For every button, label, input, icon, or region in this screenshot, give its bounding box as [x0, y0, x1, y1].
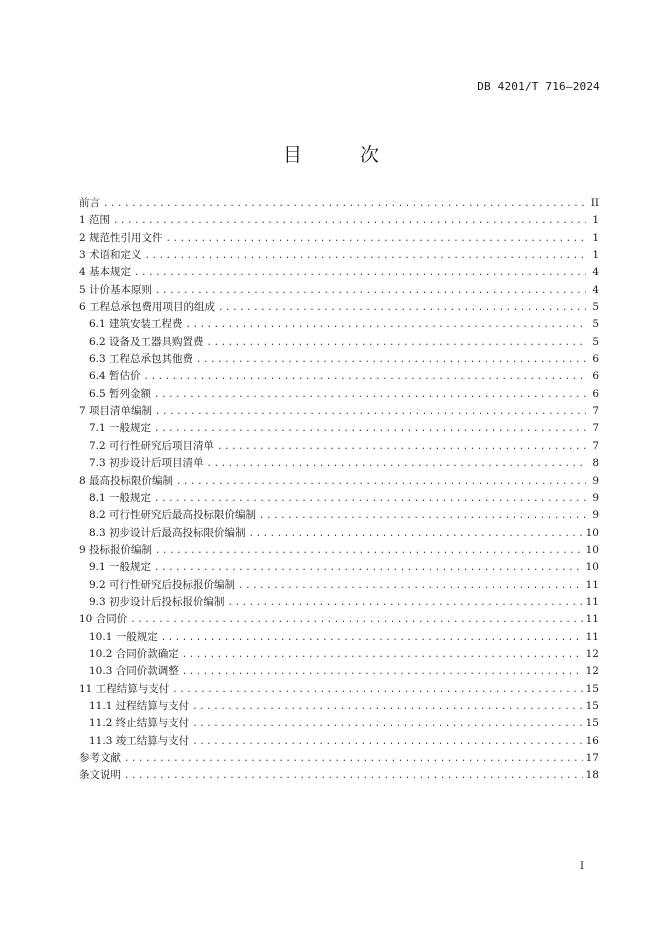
toc-entry-page: 12: [585, 647, 599, 660]
toc-entry-label: 6.2 设备及工器具购置费: [89, 335, 204, 348]
toc-entry-page: 6: [592, 353, 599, 366]
toc-leader-dots: [196, 355, 586, 365]
toc-entry-label: 7.2 可行性研究后项目清单: [89, 439, 215, 452]
toc-leader-dots: [144, 372, 586, 382]
toc-entry-page: 11: [585, 595, 599, 608]
toc-entry-label: 11 工程结算与支付: [79, 682, 170, 695]
table-of-contents: [79, 195, 599, 785]
toc-entry-page: 1: [592, 231, 599, 244]
toc-entry-label: 10.1 一般规定: [89, 630, 158, 643]
toc-entry[interactable]: [79, 368, 599, 385]
toc-leader-dots: [186, 320, 586, 330]
toc-entry-label: 10 合同价: [79, 613, 128, 626]
toc-entry-label: 7 项目清单编制: [79, 405, 153, 418]
toc-entry-page: 17: [585, 752, 599, 764]
toc-entry[interactable]: [79, 230, 599, 247]
toc-entry[interactable]: [79, 264, 599, 281]
toc-leader-dots: [238, 581, 583, 591]
toc-entry-page: 18: [585, 769, 599, 782]
toc-entry-label: 4 基本规定: [79, 266, 132, 279]
toc-entry-label: 参考文献: [79, 752, 121, 764]
toc-entry[interactable]: [79, 351, 599, 368]
toc-entry-label: 9.3 初步设计后投标报价编制: [89, 595, 225, 608]
toc-entry-page: 12: [585, 665, 599, 678]
toc-entry[interactable]: [79, 698, 599, 715]
toc-entry[interactable]: [79, 299, 599, 316]
toc-entry[interactable]: [79, 663, 599, 680]
toc-leader-dots: [217, 442, 586, 452]
toc-entry[interactable]: [79, 195, 599, 212]
toc-leader-dots: [154, 390, 586, 400]
toc-entry-label: 前言: [79, 197, 100, 209]
toc-entry-page: 15: [585, 699, 599, 712]
toc-leader-dots: [103, 199, 586, 209]
toc-leader-dots: [124, 754, 583, 764]
toc-leader-dots: [172, 685, 582, 695]
toc-leader-dots: [166, 234, 586, 244]
toc-leader-dots: [249, 529, 583, 539]
toc-entry[interactable]: [79, 247, 599, 264]
toc-entry[interactable]: [79, 629, 599, 646]
toc-entry-label: 条文说明: [79, 769, 121, 782]
toc-leader-dots: [176, 477, 586, 487]
toc-entry-label: 6 工程总承包费用项目的组成: [79, 301, 216, 314]
toc-entry-label: 6.5 暂列金额: [89, 387, 152, 400]
page-title: 目 次: [282, 144, 406, 166]
toc-entry[interactable]: [79, 438, 599, 455]
toc-entry-label: 8.2 可行性研究后最高投标限价编制: [89, 509, 257, 522]
toc-leader-dots: [207, 338, 586, 348]
toc-entry-page: 10: [585, 543, 599, 556]
toc-entry[interactable]: [79, 316, 599, 333]
toc-entry-label: 8.3 初步设计后最高投标限价编制: [89, 526, 246, 539]
toc-entry[interactable]: [79, 542, 599, 559]
toc-entry-label: 2 规范性引用文件: [79, 231, 163, 244]
toc-entry[interactable]: [79, 681, 599, 698]
toc-leader-dots: [124, 771, 583, 781]
toc-entry-label: 1 范围: [79, 214, 111, 227]
toc-entry-page: 11: [585, 613, 599, 626]
toc-entry-page: 7: [592, 405, 599, 418]
toc-entry-page: 7: [592, 439, 599, 452]
toc-leader-dots: [145, 251, 586, 261]
toc-entry-label: 10.3 合同价款调整: [89, 665, 179, 678]
toc-entry-label: 7.3 初步设计后项目清单: [89, 457, 204, 470]
toc-leader-dots: [130, 615, 582, 625]
toc-leader-dots: [154, 563, 583, 573]
toc-entry[interactable]: [79, 282, 599, 299]
toc-entry-page: 5: [592, 301, 599, 314]
toc-entry-label: 11.2 终止结算与支付: [89, 717, 190, 730]
toc-entry[interactable]: [79, 507, 599, 524]
toc-leader-dots: [259, 511, 586, 521]
toc-entry[interactable]: [79, 767, 599, 784]
toc-entry-page: 9: [592, 509, 599, 522]
toc-leader-dots: [155, 286, 586, 296]
toc-entry-page: 15: [585, 717, 599, 730]
toc-entry-label: 8.1 一般规定: [89, 491, 152, 504]
toc-entry-label: 5 计价基本原则: [79, 283, 153, 296]
toc-entry[interactable]: [79, 403, 599, 420]
toc-entry[interactable]: [79, 750, 599, 767]
toc-entry[interactable]: [79, 577, 599, 594]
toc-entry-label: 11.3 竣工结算与支付: [89, 734, 190, 747]
toc-entry[interactable]: [79, 490, 599, 507]
toc-entry-page: 5: [592, 318, 599, 331]
toc-leader-dots: [192, 702, 582, 712]
toc-leader-dots: [192, 737, 582, 747]
toc-entry-page: 9: [592, 491, 599, 504]
toc-entry-label: 10.2 合同价款确定: [89, 647, 179, 660]
toc-entry-label: 7.1 一般规定: [89, 422, 152, 435]
toc-entry-page: 8: [592, 457, 599, 470]
toc-entry-page: 10: [585, 526, 599, 539]
toc-entry[interactable]: [79, 420, 599, 437]
toc-entry[interactable]: [79, 733, 599, 750]
toc-entry[interactable]: [79, 334, 599, 351]
toc-entry[interactable]: [79, 525, 599, 542]
toc-entry[interactable]: [79, 212, 599, 229]
toc-entry-page: 16: [585, 734, 599, 747]
toc-entry[interactable]: [79, 715, 599, 732]
toc-leader-dots: [113, 216, 586, 226]
toc-entry-label: 11.1 过程结算与支付: [89, 699, 190, 712]
toc-entry-page: 6: [592, 370, 599, 383]
toc-entry-page: 7: [592, 422, 599, 435]
toc-entry-page: 11: [585, 578, 599, 591]
toc-entry-page: 5: [592, 335, 599, 348]
toc-leader-dots: [155, 546, 583, 556]
toc-entry-page: 6: [592, 387, 599, 400]
toc-entry-page: 4: [592, 283, 599, 296]
toc-entry[interactable]: [79, 559, 599, 576]
toc-entry-label: 9 投标报价编制: [79, 543, 153, 556]
document-code: DB 4201/T 716—2024: [477, 80, 600, 93]
toc-entry-page: 1: [592, 249, 599, 262]
toc-entry-page: 11: [585, 630, 599, 643]
toc-entry-label: 9.1 一般规定: [89, 561, 152, 574]
toc-entry-page: 1: [592, 214, 599, 227]
toc-entry-page: II: [590, 197, 599, 209]
toc-leader-dots: [155, 407, 586, 417]
toc-entry-page: 4: [592, 266, 599, 279]
toc-entry-label: 9.2 可行性研究后投标报价编制: [89, 578, 236, 591]
toc-leader-dots: [161, 633, 583, 643]
toc-entry[interactable]: [79, 646, 599, 663]
toc-entry-label: 6.4 暂估价: [89, 370, 141, 383]
toc-leader-dots: [182, 650, 583, 660]
toc-leader-dots: [154, 494, 586, 504]
toc-leader-dots: [134, 268, 586, 278]
toc-entry-label: 3 术语和定义: [79, 249, 142, 262]
toc-leader-dots: [154, 424, 586, 434]
toc-leader-dots: [228, 598, 583, 608]
toc-entry-page: 10: [585, 561, 599, 574]
toc-entry-label: 6.3 工程总承包其他费: [89, 353, 194, 366]
toc-entry[interactable]: [79, 473, 599, 490]
toc-leader-dots: [182, 667, 583, 677]
toc-entry-page: 15: [585, 682, 599, 695]
toc-entry[interactable]: [79, 594, 599, 611]
toc-leader-dots: [192, 719, 582, 729]
toc-entry-label: 8 最高投标限价编制: [79, 474, 174, 487]
page-number: I: [580, 861, 584, 872]
toc-entry[interactable]: [79, 455, 599, 472]
toc-leader-dots: [218, 303, 586, 313]
toc-entry-page: 9: [592, 474, 599, 487]
toc-entry-label: 6.1 建筑安装工程费: [89, 318, 183, 331]
toc-entry[interactable]: [79, 611, 599, 628]
toc-entry[interactable]: [79, 386, 599, 403]
toc-leader-dots: [207, 459, 586, 469]
